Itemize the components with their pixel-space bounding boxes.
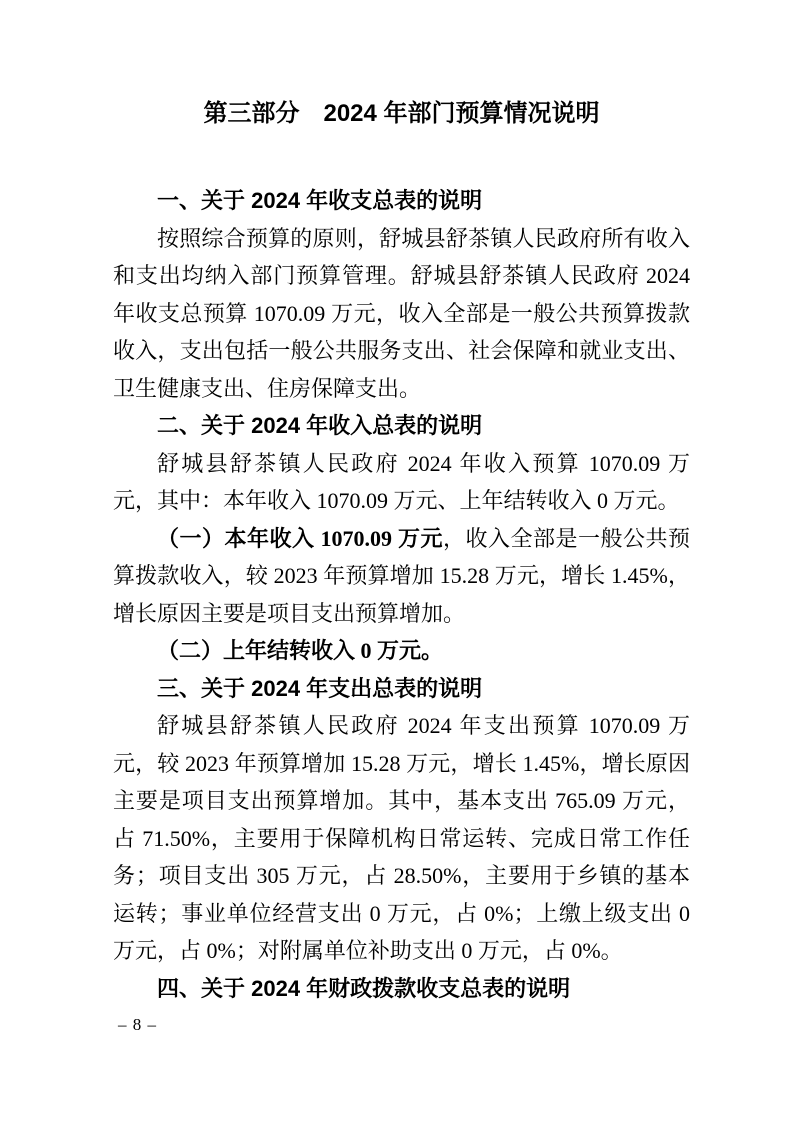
page-number: – 8 – xyxy=(118,1015,157,1034)
document-title: 第三部分 2024 年部门预算情况说明 xyxy=(203,100,600,127)
section-4-heading: 四、关于 2024 年财政拨款收支总表的说明 xyxy=(157,975,571,1001)
section-3-heading: 三、关于 2024 年支出总表的说明 xyxy=(157,675,483,701)
subsection-1-bold-lead: （一）本年收入 1070.09 万元 xyxy=(157,525,443,551)
section-1-paragraph: 按照综合预算的原则，舒城县舒茶镇人民政府所有收入和支出均纳入部门预算管理。舒城县舒茶镇人民政府 2024 年收支总预算 1070.09 万元，收入全部是一般公共预算拨款收入，支出包括一般公共服务支出、社会保障和就业支出、卫生健康支出、住房保障支出。 xyxy=(113,225,690,401)
section-2-subsection-2 xyxy=(113,632,690,670)
subsection-1-text: ，收入全部是一般公共预算拨款收入，较 2023 年预算增加 15.28 万元，增长 1.45%，增长原因主要是项目支出预算增加。 xyxy=(113,525,690,626)
document-content xyxy=(113,96,690,1007)
section-2-subsection-1 xyxy=(113,520,690,633)
page-footer xyxy=(118,1014,157,1036)
section-2-heading: 二、关于 2024 年收入总表的说明 xyxy=(157,413,483,438)
section-2-paragraph: 舒城县舒茶镇人民政府 2024 年收入预算 1070.09 万元，其中：本年收入 1070.09 万元、上年结转收入 0 万元。 xyxy=(113,450,690,513)
section-3-paragraph: 舒城县舒茶镇人民政府 2024 年支出预算 1070.09 万元，较 2023 年预算增加 15.28 万元，增长 1.45%，增长原因主要是项目支出预算增加。其中，基本支出 765.09 万元，占 71.50%，主要用于保障机构日常运转、完成日常工作任务；项目支出 305 万元，占 28.50%，主要用于乡镇的基本运转；事业单位经营支出 0 万元，占 0%；上缴上级支出 0 万元，占 0%；对附属单位补助支出 0 万元，占 0%。 xyxy=(113,713,690,963)
section-1-heading: 一、关于 2024 年收支总表的说明 xyxy=(157,188,483,213)
subsection-2-bold-lead: （二）上年结转收入 0 万元。 xyxy=(157,638,444,663)
